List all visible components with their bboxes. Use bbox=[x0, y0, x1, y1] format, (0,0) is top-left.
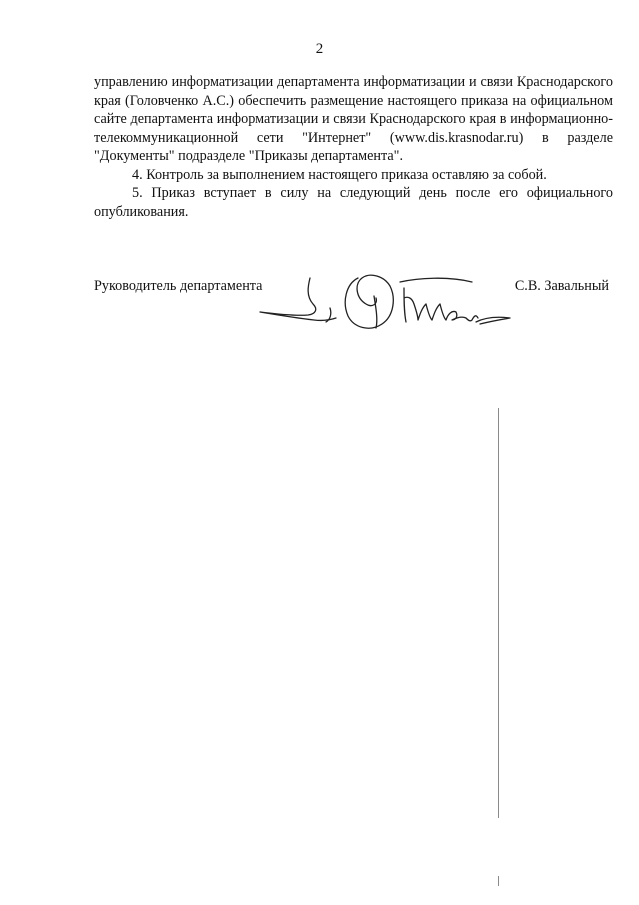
paragraph-control: 4. Контроль за выполнением настоящего приказа оставляю за собой. bbox=[132, 166, 547, 183]
paragraph-publication: управлению информатизации департамента информатизации и связи Краснодарского края (Головченко А.С.) обеспечить размещение настоящего приказа на официальном сайте департамента информатизации и связи Краснодарского края в информационно-телекоммуникационной сети "Интернет" (www.dis.krasnodar.ru) в разделе "Документы" подразделе "Приказы департамента". bbox=[94, 74, 613, 164]
signer-name: С.В. Завальный bbox=[514, 278, 609, 294]
page-number: 2 bbox=[315, 41, 324, 57]
signer-title: Руководитель департамента bbox=[94, 278, 263, 294]
document-body bbox=[94, 73, 613, 221]
margin-tick-mark bbox=[498, 876, 499, 886]
handwritten-signature bbox=[258, 268, 514, 338]
margin-rule bbox=[498, 408, 499, 818]
paragraph-effective-date: 5. Приказ вступает в силу на следующий день после его официального опубликования. bbox=[94, 185, 613, 220]
